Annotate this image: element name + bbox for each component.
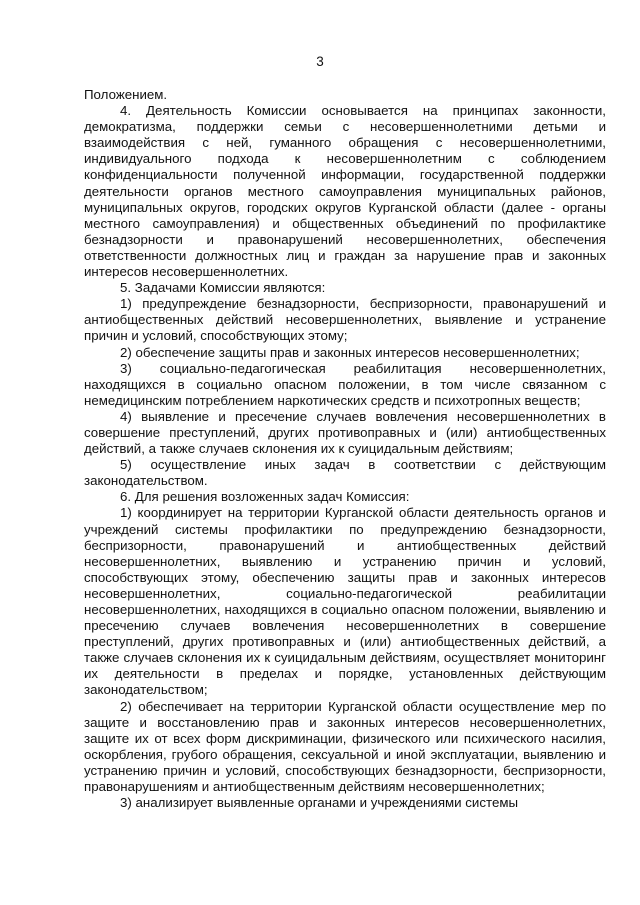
paragraph-9: 6. Для решения возложенных задач Комиссия: xyxy=(120,489,410,505)
page-number: 3 xyxy=(316,54,324,69)
paragraph-3: 5. Задачами Комиссии являются: xyxy=(120,280,326,296)
paragraph-12: 3) анализирует выявленные органами и учреждениями системы xyxy=(120,795,519,811)
document-body xyxy=(84,87,606,811)
paragraph-4: 1) предупреждение безнадзорности, беспризорности, правонарушений и антиобщественных действий несовершеннолетних, выявление и устранение причин и условий, способствующих этому; xyxy=(84,296,606,344)
paragraph-6: 3) социально-педагогическая реабилитация несовершеннолетних, находящихся в социально опасном положении, в том числе связанном с немедицинским потреблением наркотических средств и психотропных веществ; xyxy=(84,360,606,408)
paragraph-1: Положением. xyxy=(84,87,168,102)
paragraph-11: 2) обеспечивает на территории Курганской области осуществление мер по защите и восстановлению прав и законных интересов несовершеннолетних, защите их от всех форм дискриминации, физического или психического насилия, оскорбления, грубого обращения, сексуальной и иной эксплуатации, выявлению и устранению причин и условий, способствующих безнадзорности, беспризорности, правонарушениям и антиобщественным действиям несовершеннолетних; xyxy=(84,698,606,795)
paragraph-8: 5) осуществление иных задач в соответствии с действующим законодательством. xyxy=(84,457,606,489)
paragraph-10: 1) координирует на территории Курганской области деятельность органов и учреждений системы профилактики по предупреждению безнадзорности, беспризорности, правонарушений и антиобщественных действий несовершеннолетних, выявлению и устранению причин и условий, способствующих этому, обеспечению защиты прав и законных интересов несовершеннолетних, социально-педагогической реабилитации несовершеннолетних, находящихся в социально опасном положении, выявлению и пресечению случаев вовлечения несовершеннолетних в совершение преступлений, других противоправных и (или) антиобщественных действий, а также случаев склонения их к суицидальным действиям, осуществляет мониторинг их деятельности в пределах и порядке, установленных действующим законодательством; xyxy=(84,505,606,698)
paragraph-5: 2) обеспечение защиты прав и законных интересов несовершеннолетних; xyxy=(120,344,580,360)
paragraph-7: 4) выявление и пресечение случаев вовлечения несовершеннолетних в совершение преступлений, других противоправных и (или) антиобщественных действий, а также случаев склонения их к суицидальным действиям; xyxy=(84,408,606,457)
paragraph-2: 4. Деятельность Комиссии основывается на принципах законности, демократизма, поддержки семьи с несовершеннолетними детьми и взаимодействия с ней, гуманного обращения с несовершеннолетними, индивидуального подхода к несовершеннолетним с соблюдением конфиденциальности полученной информации, государственной поддержки деятельности органов местного самоуправления муниципальных районов, муниципальных округов, городских округов Курганской области (далее - органы местного самоуправления) и общественных объединений по профилактике безнадзорности и правонарушений несовершеннолетних, обеспечения ответственности должностных лиц и граждан за нарушение прав и законных интересов несовершеннолетних. xyxy=(84,103,606,280)
